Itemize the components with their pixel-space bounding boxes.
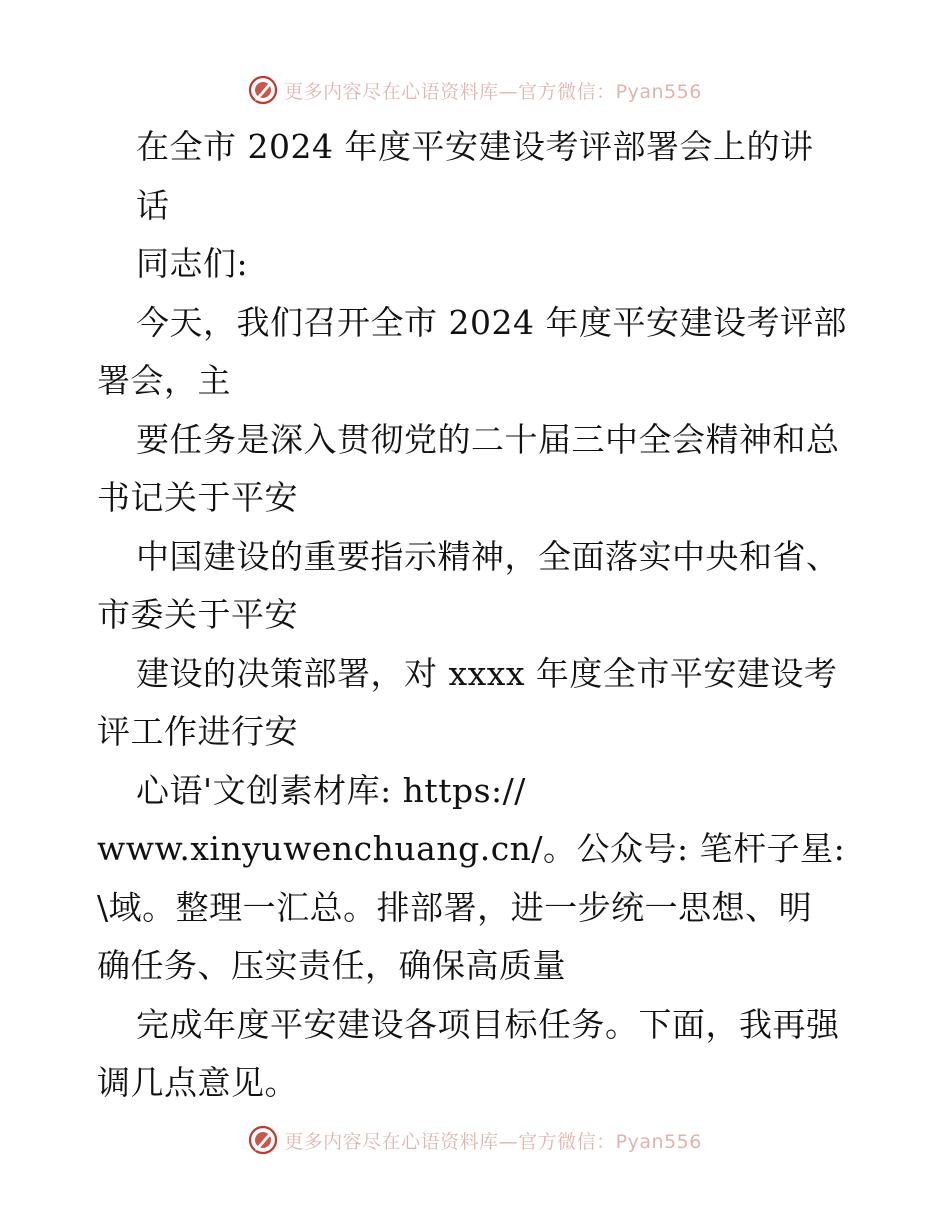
document-body <box>97 118 857 1113</box>
paragraph-line: www.xinyuwenchuang.cn/。公众号: 笔杆子星: <box>97 829 846 868</box>
paragraph-line: 要任务是深入贯彻党的二十届三中全会精神和总 <box>136 419 840 459</box>
paragraph-line: 评工作进行安 <box>97 712 298 751</box>
paragraph-line: 在全市 2024 年度平安建设考评部署会上的讲 <box>136 127 814 166</box>
watermark-text: 更多内容尽在心语资料库—官方微信：Pyan556 <box>284 80 702 103</box>
paragraph-line: 调几点意见。 <box>97 1063 298 1102</box>
paragraph-line: 同志们: <box>136 244 249 283</box>
header-watermark <box>0 72 950 108</box>
paragraph-line: 心语'文创素材库: https:// <box>136 770 526 810</box>
paragraph-line: 完成年度平安建设各项目标任务。下面，我再强 <box>136 1004 840 1044</box>
footer-watermark <box>0 1122 950 1158</box>
paragraph-line: 今天，我们召开全市 2024 年度平安建设考评部 <box>136 302 847 342</box>
paragraph-line: 建设的决策部署，对 xxxx 年度全市平安建设考 <box>136 653 838 693</box>
paragraph-line: 中国建设的重要指示精神，全面落实中央和省、 <box>136 536 840 576</box>
paragraph-line: 市委关于平安 <box>97 595 298 634</box>
watermark-text: 更多内容尽在心语资料库—官方微信：Pyan556 <box>284 1130 702 1153</box>
paragraph-line: 确任务、压实责任，确保高质量 <box>97 946 566 985</box>
paragraph-line: \域。整理一汇总。排部署，进一步统一思想、明 <box>97 887 813 927</box>
paragraph-line: 话 <box>136 185 170 225</box>
pen-seal-logo-icon <box>248 75 278 105</box>
paragraph-line: 书记关于平安 <box>97 478 298 517</box>
pen-seal-logo-icon <box>248 1125 278 1155</box>
paragraph-line: 署会，主 <box>97 361 231 400</box>
